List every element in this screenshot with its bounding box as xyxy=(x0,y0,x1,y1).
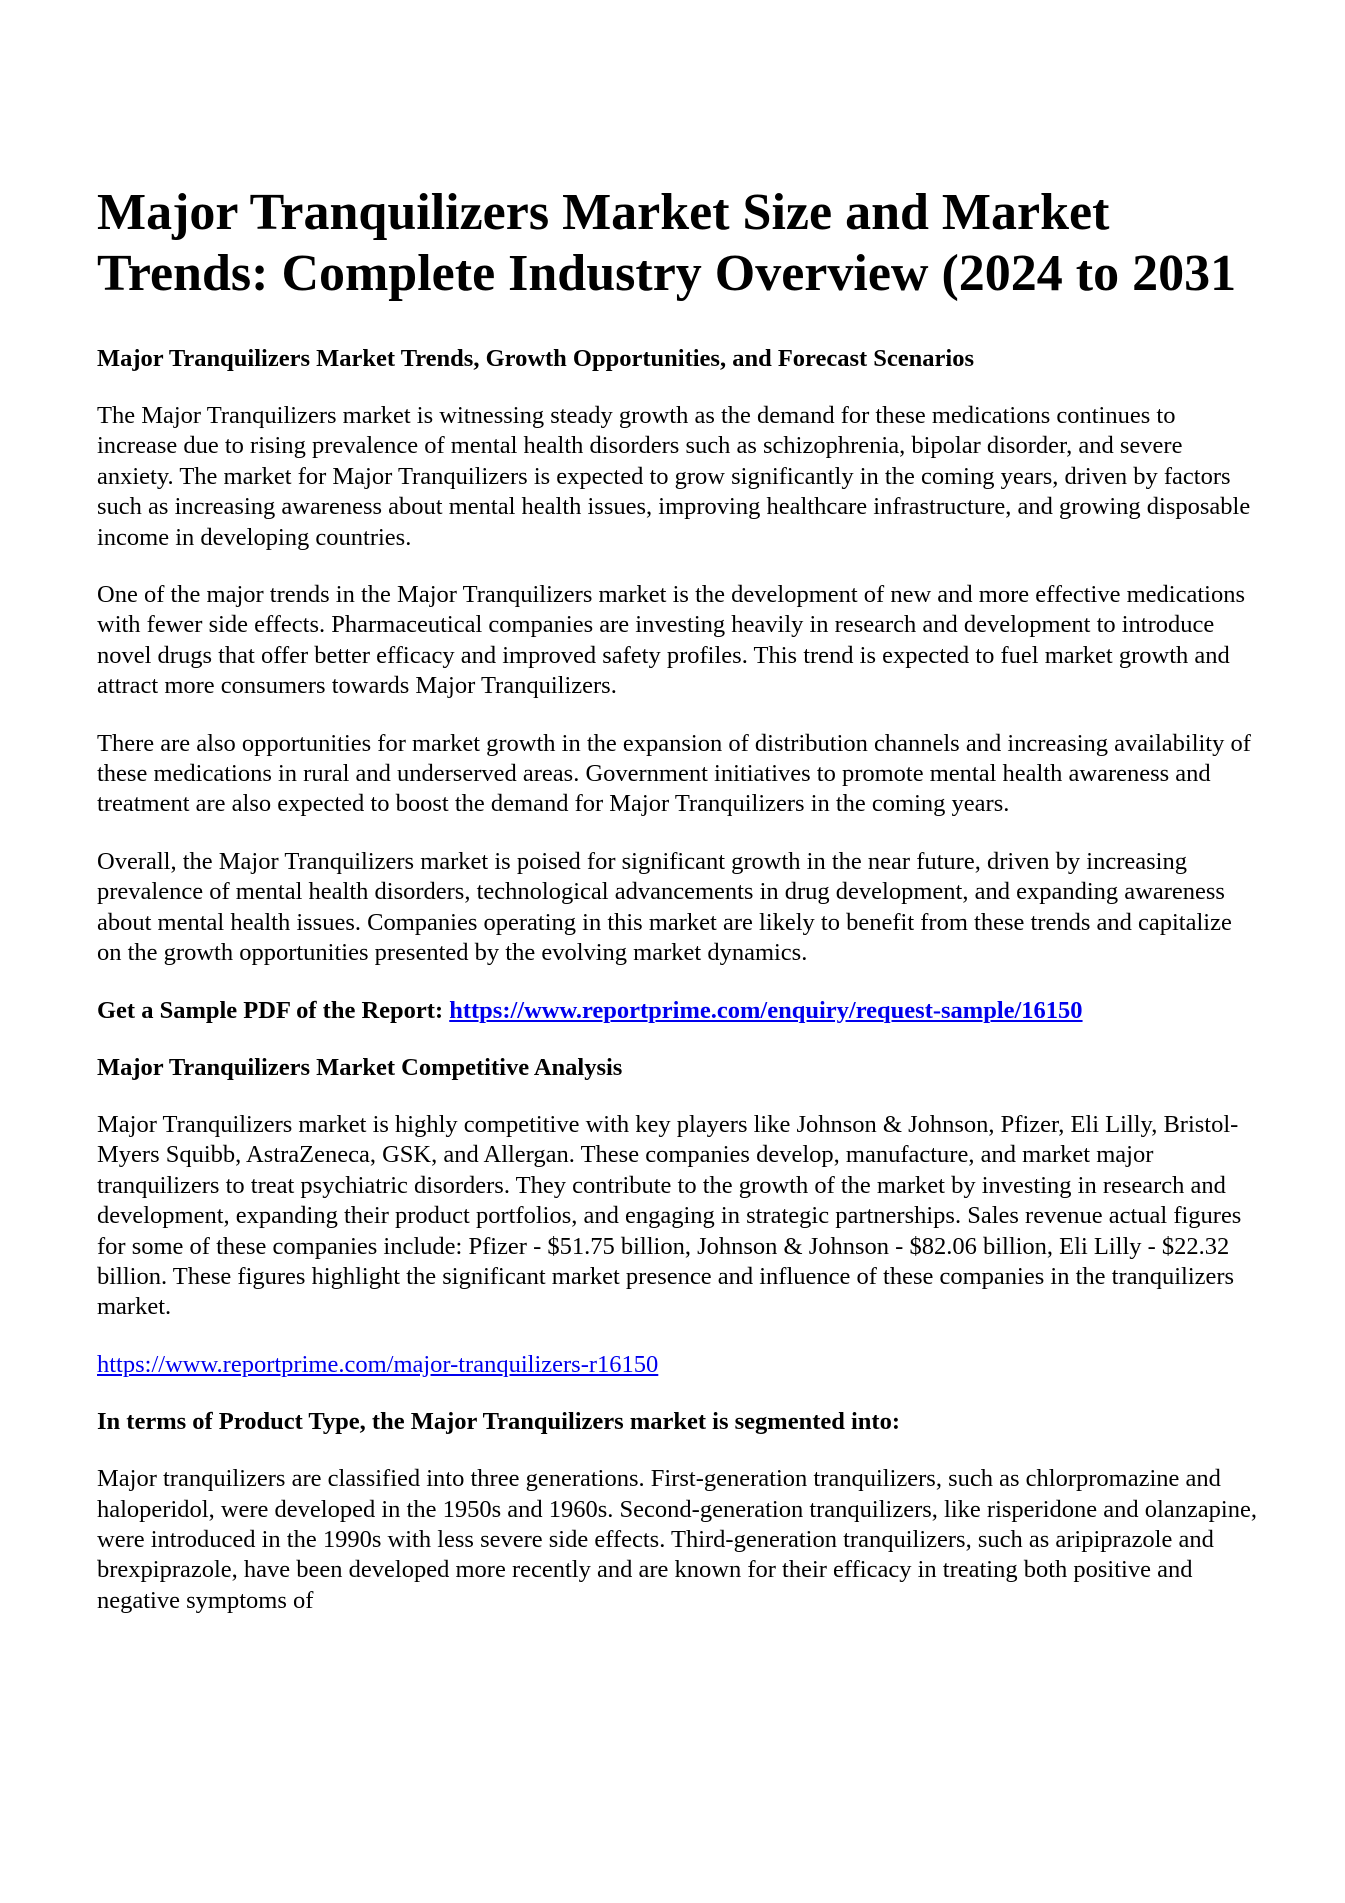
sample-pdf-line xyxy=(97,996,1257,1026)
opportunities-paragraph: There are also opportunities for market growth in the expansion of distribution channels and increasing availability of these medications in rural and underserved areas. Government initiatives to promote mental health awareness and treatment are also expected to boost the demand for Major Tranquilizers in the coming years. xyxy=(97,729,1251,818)
section-heading-competitive: Major Tranquilizers Market Competitive Analysis xyxy=(97,1053,623,1081)
document-title: Major Tranquilizers Market Size and Market Trends: Complete Industry Overview (2024 to 2031 xyxy=(97,184,1237,302)
intro-paragraph: The Major Tranquilizers market is witnessing steady growth as the demand for these medications continues to increase due to rising prevalence of mental health disorders such as schizophrenia, bipolar disorder, and severe anxiety. The market for Major Tranquilizers is expected to grow significantly in the coming years, driven by factors such as increasing awareness about mental health issues, improving healthcare infrastructure, and growing disposable income in developing countries. xyxy=(97,402,1251,551)
document-page xyxy=(97,182,1257,1643)
sample-pdf-label: Get a Sample PDF of the Report: xyxy=(97,996,450,1024)
sample-pdf-link[interactable]: https://www.reportprime.com/enquiry/request-sample/16150 xyxy=(449,996,1083,1024)
competitive-paragraph: Major Tranquilizers market is highly competitive with key players like Johnson & Johnson, Pfizer, Eli Lilly, Bristol-Myers Squibb, AstraZeneca, GSK, and Allergan. These companies develop, manufacture, and market major tranquilizers to treat psychiatric disorders. They contribute to the growth of the market by investing in research and development, expanding their product portfolios, and engaging in strategic partnerships. Sales revenue actual figures for some of these companies include: Pfizer - $51.75 billion, Johnson & Johnson - $82.06 billion, Eli Lilly - $22.32 billion. These figures highlight the significant market presence and influence of these companies in the tranquilizers market. xyxy=(97,1110,1242,1321)
report-link-line xyxy=(97,1350,1257,1380)
report-link[interactable]: https://www.reportprime.com/major-tranquilizers-r16150 xyxy=(97,1350,659,1378)
section-heading-product-type: In terms of Product Type, the Major Tranquilizers market is segmented into: xyxy=(97,1408,900,1436)
product-type-paragraph: Major tranquilizers are classified into three generations. First-generation tranquilizers, such as chlorpromazine and haloperidol, were developed in the 1950s and 1960s. Second-generation tranquilizers, like risperidone and olanzapine, were introduced in the 1990s with less severe side effects. Third-generation tranquilizers, such as aripiprazole and brexpiprazole, have been developed more recently and are known for their efficacy in treating both positive and negative symptoms of xyxy=(97,1465,1257,1614)
overall-paragraph: Overall, the Major Tranquilizers market is poised for significant growth in the near future, driven by increasing prevalence of mental health disorders, technological advancements in drug development, and expanding awareness about mental health issues. Companies operating in this market are likely to benefit from these trends and capitalize on the growth opportunities presented by the evolving market dynamics. xyxy=(97,847,1232,967)
section-heading-trends: Major Tranquilizers Market Trends, Growth Opportunities, and Forecast Scenarios xyxy=(97,345,974,372)
trends-paragraph: One of the major trends in the Major Tranquilizers market is the development of new and more effective medications with fewer side effects. Pharmaceutical companies are investing heavily in research and development to introduce novel drugs that offer better efficacy and improved safety profiles. This trend is expected to fuel market growth and attract more consumers towards Major Tranquilizers. xyxy=(97,581,1245,700)
